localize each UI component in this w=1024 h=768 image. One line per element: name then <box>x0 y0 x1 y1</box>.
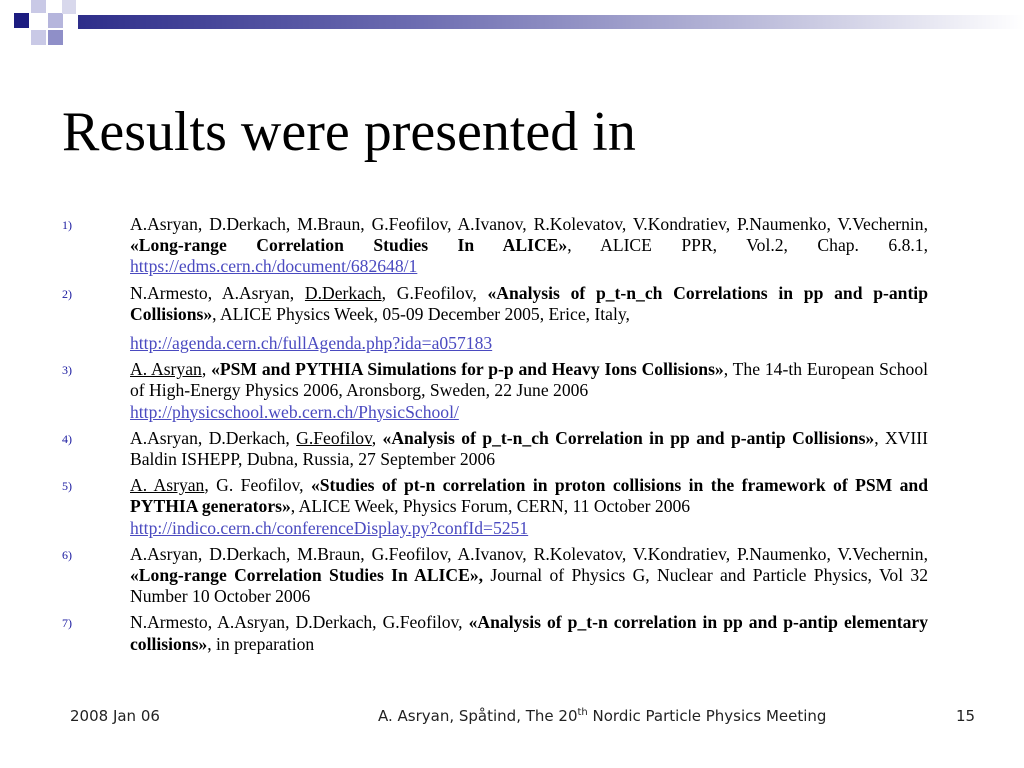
reference-details: , ALICE Physics Week, 05-09 December 2005, Erice, Italy, <box>212 303 630 324</box>
reference-item <box>62 612 928 654</box>
reference-item <box>62 214 928 278</box>
footer-author: A. Asryan, Spåtind, The 20 <box>378 707 578 725</box>
reference-authors: N.Armesto, A.Asryan, D.Derkach, G.Feofilov, <box>130 612 469 633</box>
reference-authors: A.Asryan, D.Derkach, <box>130 427 297 448</box>
reference-title: «Long-range Correlation Studies In ALICE» <box>130 235 568 256</box>
reference-author-underlined: G.Feofilov <box>296 427 372 448</box>
reference-number: 4) <box>62 431 72 446</box>
reference-title: «Analysis of p_t-n_ch Correlation in pp and p-antip Collisions» <box>382 427 875 448</box>
reference-authors: , <box>201 359 212 380</box>
footer-date: 2008 Jan 06 <box>70 707 160 725</box>
reference-link[interactable]: http://physicschool.web.cern.ch/PhysicSchool/ <box>130 401 459 422</box>
footer-ordinal: th <box>577 707 588 718</box>
reference-number: 2) <box>62 286 72 301</box>
slide-title: Results were presented in <box>62 101 636 163</box>
reference-authors: , G.Feofilov, <box>381 282 488 303</box>
reference-title: «Long-range Correlation Studies In ALICE», <box>130 565 484 586</box>
deco-square <box>48 13 63 28</box>
reference-title: «Studies of pt-n correlation in proton collisions in the framework of PSM and PYTHIA generators» <box>130 475 928 517</box>
reference-author-underlined: A. Asryan <box>130 359 202 380</box>
reference-list <box>62 214 928 660</box>
header-gradient-bar <box>78 15 1024 29</box>
reference-authors: , <box>371 427 383 448</box>
reference-title: «Analysis of p_t-n correlation in pp and p-antip elementary collisions» <box>130 612 928 654</box>
deco-square <box>14 13 29 28</box>
deco-square <box>48 30 63 45</box>
reference-details: , ALICE Week, Physics Forum, CERN, 11 October 2006 <box>290 496 691 517</box>
reference-authors: A.Asryan, D.Derkach, M.Braun, G.Feofilov, A.Ivanov, R.Kolevatov, V.Kondratiev, P.Naumenko, V.Vechernin, <box>130 214 928 234</box>
reference-authors: A.Asryan, D.Derkach, M.Braun, G.Feofilov, A.Ivanov, R.Kolevatov, V.Kondratiev, P.Naumenko, V.Vechernin, <box>130 543 928 564</box>
reference-item <box>62 359 928 423</box>
reference-number: 6) <box>62 547 72 562</box>
footer-page-number: 15 <box>956 707 976 725</box>
reference-link[interactable]: https://edms.cern.ch/document/682648/1 <box>130 256 418 277</box>
reference-details: , ALICE PPR, Vol.2, Chap. 6.8.1, <box>567 235 929 256</box>
reference-link[interactable]: http://agenda.cern.ch/fullAgenda.php?ida=a057183 <box>130 333 493 354</box>
reference-details: , in preparation <box>207 633 315 654</box>
reference-details: Journal of Physics G, Nuclear and Particle Physics, Vol 32 Number 10 October 2006 <box>130 565 929 607</box>
deco-square <box>62 0 76 14</box>
footer-meeting: Nordic Particle Physics Meeting <box>587 707 827 725</box>
reference-item <box>62 544 928 608</box>
header-decoration <box>0 0 1024 60</box>
footer-center-text <box>378 707 826 725</box>
reference-title: «Analysis of p_t-n_ch Correlations in pp and p-antip Collisions» <box>130 282 928 324</box>
reference-item <box>62 428 928 470</box>
reference-link[interactable]: http://indico.cern.ch/conferenceDisplay.py?confId=5251 <box>130 517 529 538</box>
deco-square <box>31 30 46 45</box>
reference-number: 3) <box>62 363 72 378</box>
reference-number: 5) <box>62 479 72 494</box>
reference-authors: , G. Feofilov, <box>204 475 311 496</box>
deco-square <box>31 0 46 13</box>
reference-details: , XVIII Baldin ISHEPP, Dubna, Russia, 27 September 2006 <box>130 427 928 470</box>
reference-authors: N.Armesto, A.Asryan, <box>130 282 305 303</box>
reference-details: , The 14-th European School of High-Energy Physics 2006, Aronsborg, Sweden, 22 June 2006 <box>130 359 929 401</box>
reference-title: «PSM and PYTHIA Simulations for p-p and Heavy Ions Collisions» <box>211 359 724 380</box>
reference-item <box>62 283 928 355</box>
reference-number: 1) <box>62 218 72 232</box>
reference-author-underlined: D.Derkach <box>304 282 382 303</box>
reference-item <box>62 475 928 539</box>
reference-author-underlined: A. Asryan <box>130 475 205 496</box>
reference-number: 7) <box>62 616 72 631</box>
